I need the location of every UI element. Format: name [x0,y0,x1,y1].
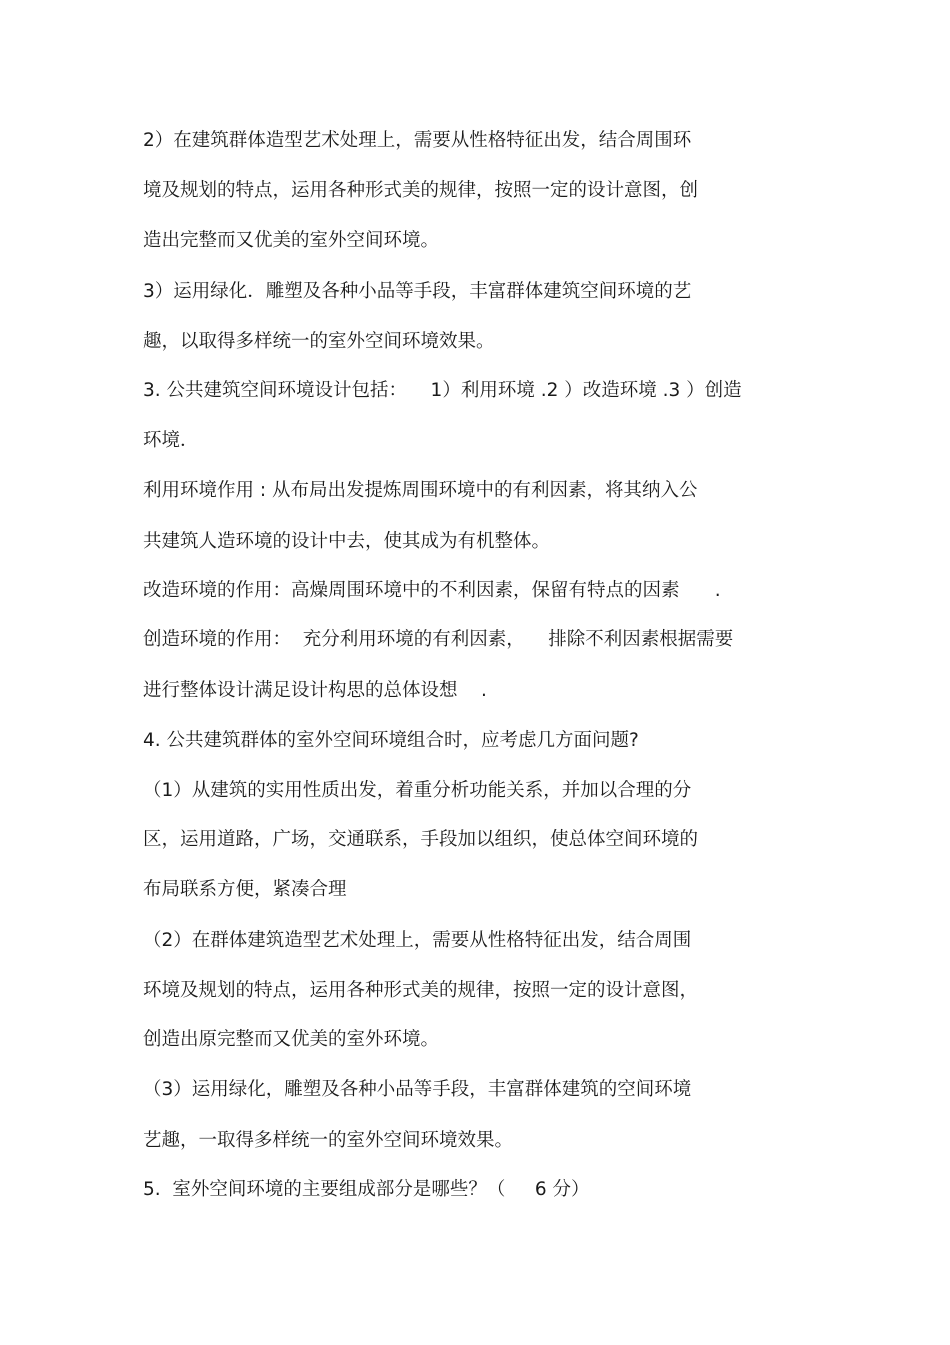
text-line: 艺趣，一取得多样统一的室外空间环境效果。 [143,1130,514,1151]
text-line: 3. 公共建筑空间环境设计包括： 1）利用环境 .2 ）改造环境 .3 ）创造 [143,380,742,401]
text-line: 3）运用绿化．雕塑及各种小品等手段，丰富群体建筑空间环境的艺 [143,281,692,302]
text-line: （2）在群体建筑造型艺术处理上，需要从性格特征出发，结合周围 [143,930,692,951]
text-line: （3）运用绿化，雕塑及各种小品等手段，丰富群体建筑的空间环境 [143,1079,692,1100]
text-line: 境及规划的特点，运用各种形式美的规律，按照一定的设计意图，创 [143,180,699,201]
text-line: 5. 室外空间环境的主要组成部分是哪些？（ 6 分） [143,1179,590,1200]
text-line: （1）从建筑的实用性质出发，着重分析功能关系，并加以合理的分 [143,780,692,801]
text-line: 4. 公共建筑群体的室外空间环境组合时，应考虑几方面问题? [143,730,639,751]
text-line: 布局联系方便，紧凑合理 [143,879,347,900]
text-line: 创造出原完整而又优美的室外环境。 [143,1029,440,1050]
text-line: 区，运用道路，广场，交通联系，手段加以组织，使总体空间环境的 [143,829,699,850]
text-line: 创造环境的作用： 充分利用环境的有利因素， 排除不利因素根据需要 [143,629,734,650]
text-line: 2）在建筑群体造型艺术处理上，需要从性格特征出发，结合周围环 [143,130,692,151]
text-line: 进行整体设计满足设计构思的总体设想 . [143,680,487,701]
text-line: 共建筑人造环境的设计中去，使其成为有机整体。 [143,531,551,552]
text-line: 环境． [143,430,199,451]
text-line: 利用环境作用 : 从布局出发提炼周围环境中的有利因素，将其纳入公 [143,480,698,501]
text-line: 趣，以取得多样统一的室外空间环境效果。 [143,331,495,352]
text-line: 造出完整而又优美的室外空间环境。 [143,230,440,251]
text-line: 环境及规划的特点，运用各种形式美的规律，按照一定的设计意图， [143,980,699,1001]
text-line: 改造环境的作用：高燥周围环境中的不利因素，保留有特点的因素 . [143,580,721,601]
